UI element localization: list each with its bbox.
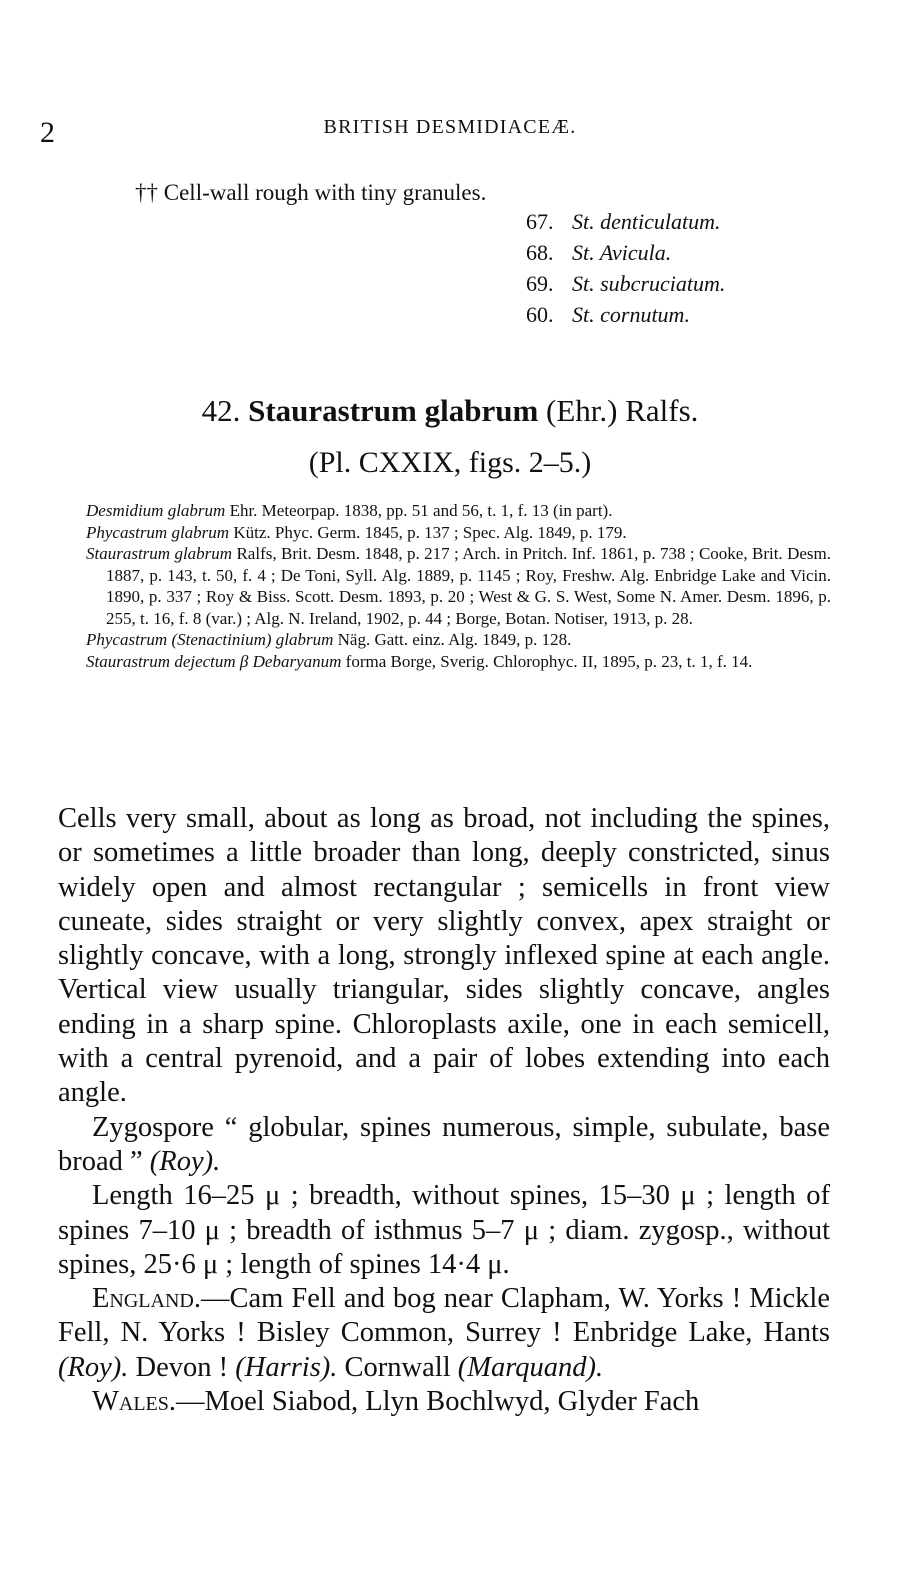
page-number: 2 <box>40 116 55 149</box>
key-number: 68. <box>526 240 554 265</box>
synonym-taxon: Phycastrum glabrum <box>86 522 230 542</box>
region-label: England. <box>92 1283 201 1315</box>
synonym-entry <box>86 651 831 673</box>
region-label: Wales. <box>92 1386 177 1418</box>
zygospore-paragraph <box>58 1111 830 1180</box>
list-item <box>526 206 725 237</box>
synonym-entry <box>86 543 831 629</box>
synonym-entry <box>86 522 831 544</box>
key-species: St. denticulatum. <box>572 209 721 234</box>
locality-text: Cornwall <box>337 1351 458 1383</box>
synonym-taxon: Phycastrum (Stenactinium) glabrum <box>86 630 334 649</box>
synonym-refs: Näg. Gatt. einz. Alg. 1849, p. 128. <box>333 630 572 649</box>
locality-text: —Moel Siabod, Llyn Bochlwyd, Glyder Fach <box>176 1386 700 1418</box>
list-item <box>526 237 725 268</box>
citation: (Marquand). <box>457 1351 604 1383</box>
key-species: St. cornutum. <box>572 302 690 327</box>
zygospore-text: Zygospore “ globular, spines numerous, simple, subulate, base broad ” <box>58 1111 830 1177</box>
distribution-england <box>58 1282 830 1385</box>
species-authority: (Ehr.) Ralfs. <box>546 393 699 428</box>
citation: (Roy). <box>58 1351 129 1383</box>
species-number: 42. <box>201 393 241 428</box>
synonym-taxon: Staurastrum dejectum β Debaryanum <box>86 651 342 671</box>
key-number: 60. <box>526 302 554 327</box>
locality-text: —Cam Fell and bog near Clapham, W. Yorks ! Mickle Fell, N. Yorks ! Bisley Common, Surrey ! Enbridge Lake, Hants <box>58 1283 830 1349</box>
plate-reference: (Pl. CXXIX, figs. 2–5.) <box>308 446 592 479</box>
synonym-refs: forma Borge, Sverig. Chlorophyc. II, 1895, p. 23, t. 1, f. 14. <box>341 651 753 671</box>
synonym-taxon: Staurastrum glabrum <box>86 544 233 563</box>
key-species: St. Avicula. <box>572 240 672 265</box>
synonym-entry <box>86 500 831 522</box>
dimensions-paragraph: Length 16–25 μ ; breadth, without spines, 15–30 μ ; length of spines 7–10 μ ; breadth of isthmus 5–7 μ ; diam. zygosp., without spines, 25·6 μ ; length of spines 14·4 μ. <box>58 1180 830 1280</box>
synonym-entry <box>86 629 831 651</box>
running-title: BRITISH DESMIDIACEÆ. <box>323 116 577 138</box>
distribution-wales <box>58 1385 830 1419</box>
species-name: Staurastrum glabrum <box>248 393 539 428</box>
key-number: 67. <box>526 209 554 234</box>
synonymy-block <box>86 500 831 672</box>
species-description <box>58 802 830 1419</box>
species-heading <box>0 393 900 429</box>
locality-text: Devon ! <box>128 1351 236 1383</box>
key-species: St. subcruciatum. <box>572 271 726 296</box>
list-item <box>526 299 725 330</box>
key-species-list <box>526 206 725 330</box>
key-number: 69. <box>526 271 554 296</box>
key-note: †† Cell-wall rough with tiny granules. <box>135 180 487 205</box>
synonym-taxon: Desmidium glabrum <box>86 501 226 520</box>
citation: (Roy). <box>149 1145 221 1177</box>
citation: (Harris). <box>235 1351 338 1383</box>
synonym-refs: Ehr. Meteorpap. 1838, pp. 51 and 56, t. 1, f. 13 (in part). <box>225 501 613 520</box>
synonym-refs: Kütz. Phyc. Germ. 1845, p. 137 ; Spec. Alg. 1849, p. 179. <box>229 522 627 542</box>
synonym-refs: Ralfs, Brit. Desm. 1848, p. 217 ; Arch. in Pritch. Inf. 1861, p. 738 ; Cooke, Brit. Desm. 1887, p. 143, t. 50, f. 4 ; De Toni, Syll. Alg. 1889, p. 1145 ; Roy, Freshw. Alg. Enbridge Lake and Vicin. 1890, p. 337 ; Roy & Biss. Scott. Desm. 1893, p. 20 ; West & G. S. West, Some N. Amer. Desm. 1896, p. 255, t. 16, f. 8 (var.) ; Alg. N. Ireland, 1902, p. 44 ; Borge, Botan. Notiser, 1913, p. 28. <box>106 544 831 628</box>
description-paragraph: Cells very small, about as long as broad, not including the spines, or sometimes a little broader than long, deeply constricted, sinus widely open and almost rectangular ; semicells in front view cuneate, sides straight or very slightly convex, apex straight or slightly concave, with a long, strongly inflexed spine at each angle. Vertical view usually triangular, sides slightly concave, angles ending in a sharp spine. Chloroplasts axile, one in each semicell, with a central pyrenoid, and a pair of lobes extending into each angle. <box>58 803 830 1109</box>
list-item <box>526 268 725 299</box>
